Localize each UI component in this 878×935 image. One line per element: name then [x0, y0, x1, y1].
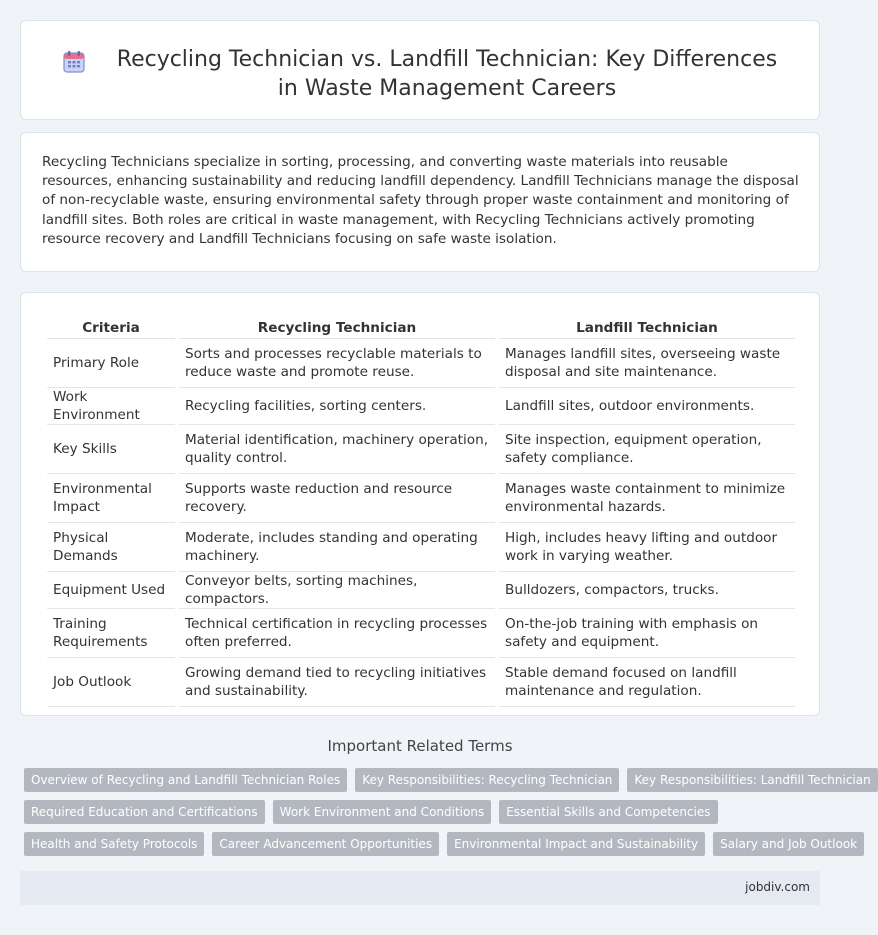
footer [20, 871, 820, 905]
criteria-cell: Work Environment [47, 388, 175, 425]
landfill-cell: Manages waste containment to minimize environmental hazards. [499, 474, 795, 523]
tag-row [24, 768, 871, 792]
landfill-cell: High, includes heavy lifting and outdoor work in varying weather. [499, 523, 795, 572]
related-term-tag[interactable]: Key Responsibilities: Recycling Technician [355, 768, 619, 792]
comparison-table [43, 315, 799, 707]
landfill-cell: Bulldozers, compactors, trucks. [499, 572, 795, 609]
related-term-tag[interactable]: Overview of Recycling and Landfill Technician Roles [24, 768, 347, 792]
table-row [47, 425, 795, 474]
landfill-cell: Stable demand focused on landfill maintenance and regulation. [499, 658, 795, 707]
page-title: Recycling Technician vs. Landfill Technician: Key Differences in Waste Management Careers [116, 47, 778, 101]
related-term-tag[interactable]: Essential Skills and Competencies [499, 800, 717, 824]
intro-paragraph: Recycling Technicians specialize in sorting, processing, and converting waste materials into reusable resources, enhancing sustainability and reducing landfill dependency. Landfill Technicians manage the disposal of non-recyclable waste, ensuring environmental safety through proper waste containment and monitoring of landfill sites. Both roles are critical in waste management, with Recycling Technicians actively promoting resource recovery and Landfill Technicians focusing on safe waste isolation. [42, 154, 799, 247]
recycling-cell: Moderate, includes standing and operating machinery. [179, 523, 495, 572]
header-landfill-technician: Landfill Technician [499, 315, 795, 339]
criteria-cell: Primary Role [47, 339, 175, 388]
related-term-tag[interactable]: Health and Safety Protocols [24, 832, 204, 856]
landfill-cell: Landfill sites, outdoor environments. [499, 388, 795, 425]
related-terms-list [24, 768, 871, 864]
related-term-tag[interactable]: Environmental Impact and Sustainability [447, 832, 705, 856]
recycling-cell: Sorts and processes recyclable materials to reduce waste and promote reuse. [179, 339, 495, 388]
intro-card [20, 132, 820, 272]
table-header-row [47, 315, 795, 339]
criteria-cell: Training Requirements [47, 609, 175, 658]
table-row [47, 572, 795, 609]
related-term-tag[interactable]: Key Responsibilities: Landfill Technician [627, 768, 877, 792]
tag-row [24, 800, 824, 824]
criteria-cell: Physical Demands [47, 523, 175, 572]
related-term-tag[interactable]: Required Education and Certifications [24, 800, 265, 824]
header-recycling-technician: Recycling Technician [179, 315, 495, 339]
header-card [20, 20, 820, 120]
criteria-cell: Environmental Impact [47, 474, 175, 523]
criteria-cell: Key Skills [47, 425, 175, 474]
criteria-cell: Equipment Used [47, 572, 175, 609]
related-term-tag[interactable]: Salary and Job Outlook [713, 832, 864, 856]
recycling-cell: Conveyor belts, sorting machines, compactors. [179, 572, 495, 609]
criteria-cell: Job Outlook [47, 658, 175, 707]
table-row [47, 388, 795, 425]
table-row [47, 609, 795, 658]
landfill-cell: On-the-job training with emphasis on safety and equipment. [499, 609, 795, 658]
recycling-cell: Growing demand tied to recycling initiatives and sustainability. [179, 658, 495, 707]
comparison-table-card [20, 292, 820, 716]
tag-row [24, 832, 858, 856]
recycling-cell: Recycling facilities, sorting centers. [179, 388, 495, 425]
calendar-icon [61, 49, 87, 75]
header-criteria: Criteria [47, 315, 175, 339]
landfill-cell: Manages landfill sites, overseeing waste disposal and site maintenance. [499, 339, 795, 388]
landfill-cell: Site inspection, equipment operation, safety compliance. [499, 425, 795, 474]
table-row [47, 523, 795, 572]
related-term-tag[interactable]: Career Advancement Opportunities [212, 832, 439, 856]
table-row [47, 658, 795, 707]
related-term-tag[interactable]: Work Environment and Conditions [273, 800, 492, 824]
table-row [47, 474, 795, 523]
recycling-cell: Supports waste reduction and resource recovery. [179, 474, 495, 523]
footer-site-link[interactable]: jobdiv.com [745, 880, 810, 894]
related-terms-title: Important Related Terms [327, 737, 513, 755]
table-row [47, 339, 795, 388]
recycling-cell: Technical certification in recycling processes often preferred. [179, 609, 495, 658]
recycling-cell: Material identification, machinery operation, quality control. [179, 425, 495, 474]
